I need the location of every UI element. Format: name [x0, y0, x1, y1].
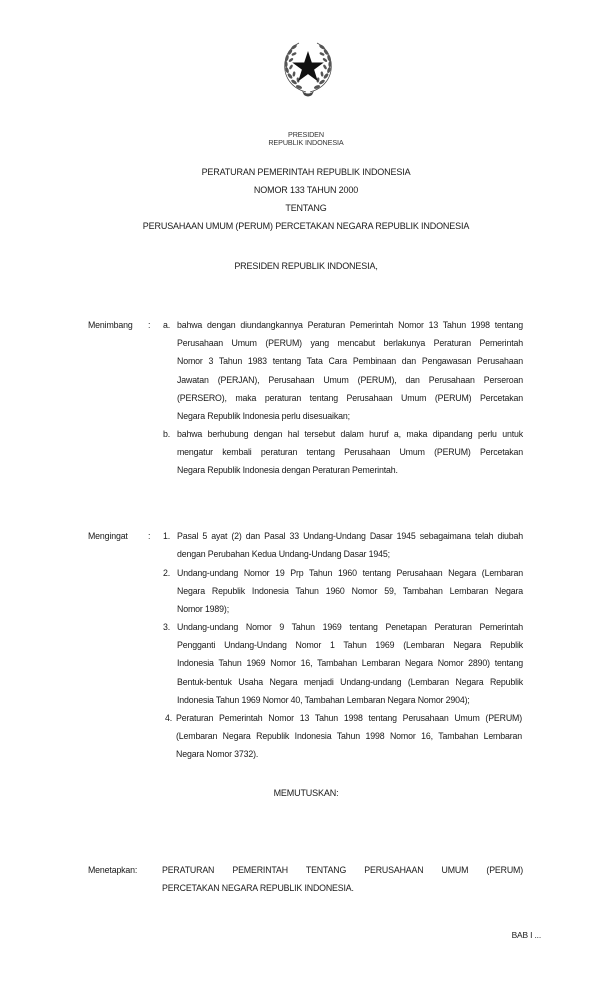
- text-line: Perusahaan Umum (PERUM) yang mencabut berlakunya Peraturan Pemerintah: [177, 338, 523, 349]
- text-line: Negara Republik Indonesia Tahun 1960 Nomor 59, Tambahan Lembaran Negara: [177, 586, 523, 597]
- menetapkan-text: [162, 861, 523, 897]
- menimbang-item-a: [177, 316, 523, 425]
- mengingat-item-4: [176, 709, 522, 764]
- text-line: Undang-undang Nomor 9 Tahun 1969 tentang Penetapan Peraturan Pemerintah: [177, 622, 523, 632]
- text-line: (Lembaran Negara Republik Indonesia Tahun 1998 Nomor 16, Tambahan Lembaran: [176, 731, 522, 742]
- mengingat-item-marker-4: 4.: [165, 713, 173, 723]
- mengingat-item-marker-2: 2.: [163, 568, 171, 578]
- text-line: Negara Republik Indonesia dengan Peraturan Pemerintah.: [177, 465, 398, 476]
- text-line: Undang-undang Nomor 19 Prp Tahun 1960 tentang Perusahaan Negara (Lembaran: [177, 568, 523, 578]
- mengingat-item-marker-1: 1.: [163, 531, 171, 541]
- text-line: Nomor 3 Tahun 1983 tentang Tata Cara Pembinaan dan Pengawasan Perusahaan: [177, 356, 523, 367]
- text-line: dengan Perubahan Kedua Undang-Undang Dasar 1945;: [177, 549, 390, 560]
- emblem-caption-presiden: PRESIDEN: [288, 130, 324, 139]
- text-line: mengatur kembali peraturan tentang Perusahaan Umum (PERUM) Percetakan: [177, 447, 523, 458]
- preamble: PRESIDEN REPUBLIK INDONESIA,: [234, 261, 378, 271]
- mengingat-item-3: [177, 618, 523, 709]
- text-line: Negara Republik Indonesia perlu disesuaikan;: [177, 410, 350, 421]
- menetapkan-label: Menetapkan:: [88, 865, 138, 875]
- text-line: Bentuk-bentuk Usaha Negara menjadi Undang-undang (Lembaran Negara Republik: [177, 676, 523, 687]
- text-line: Nomor 1989);: [177, 604, 229, 615]
- mengingat-colon: :: [148, 531, 151, 541]
- text-line: bahwa berhubung dengan hal tersebut dalam huruf a, maka dipandang perlu untuk: [177, 429, 523, 439]
- text-line: Indonesia Tahun 1969 Nomor 16, Tambahan Lembaran Negara Nomor 2890) tentang: [177, 658, 523, 669]
- text-line: Pasal 5 ayat (2) dan Pasal 33 Undang-Undang Dasar 1945 sebagaimana telah diubah: [177, 531, 523, 541]
- text-line: Negara Nomor 3732).: [176, 749, 259, 760]
- text-line: Peraturan Pemerintah Nomor 13 Tahun 1998 tentang Perusahaan Umum (PERUM): [176, 713, 522, 723]
- text-line: PERATURAN PEMERINTAH TENTANG PERUSAHAAN UMUM (PERUM): [162, 865, 523, 875]
- menimbang-item-marker-a: a.: [163, 320, 171, 330]
- mengingat-label: Mengingat: [88, 531, 128, 541]
- regulation-subject: PERUSAHAAN UMUM (PERUM) PERCETAKAN NEGARA REPUBLIK INDONESIA: [142, 221, 470, 231]
- text-line: bahwa dengan diundangkannya Peraturan Pemerintah Nomor 13 Tahun 1998 tentang: [177, 320, 523, 330]
- mengingat-item-1: [177, 527, 523, 563]
- regulation-number: NOMOR 133 TAHUN 2000: [253, 185, 359, 195]
- memutuskan-heading: MEMUTUSKAN:: [273, 788, 339, 798]
- menimbang-item-marker-b: b.: [163, 429, 171, 439]
- regulation-title: PERATURAN PEMERINTAH REPUBLIK INDONESIA: [201, 167, 411, 177]
- text-line: Pengganti Undang-Undang Nomor 1 Tahun 1969 (Lembaran Negara Republik: [177, 640, 523, 651]
- text-line: (PERSERO), maka peraturan tentang Perusahaan Umum (PERUM) Percetakan: [177, 392, 523, 403]
- text-line: Indonesia Tahun 1969 Nomor 40, Tambahan Lembaran Negara Nomor 2904);: [177, 694, 470, 705]
- regulation-tentang: TENTANG: [285, 203, 327, 213]
- menimbang-colon: :: [148, 320, 151, 330]
- mengingat-item-marker-3: 3.: [163, 622, 171, 632]
- menimbang-item-b: [177, 425, 523, 480]
- text-line: PERCETAKAN NEGARA REPUBLIK INDONESIA.: [162, 883, 354, 894]
- mengingat-item-2: [177, 564, 523, 619]
- menimbang-label: Menimbang: [88, 320, 133, 330]
- next-page-marker: BAB I ...: [511, 930, 541, 940]
- text-line: Jawatan (PERJAN), Perusahaan Umum (PERUM), dan Perusahaan Perseroan: [177, 374, 523, 385]
- emblem-caption-republik: REPUBLIK INDONESIA: [268, 138, 344, 147]
- garuda-star-wreath-emblem-icon: [281, 40, 335, 98]
